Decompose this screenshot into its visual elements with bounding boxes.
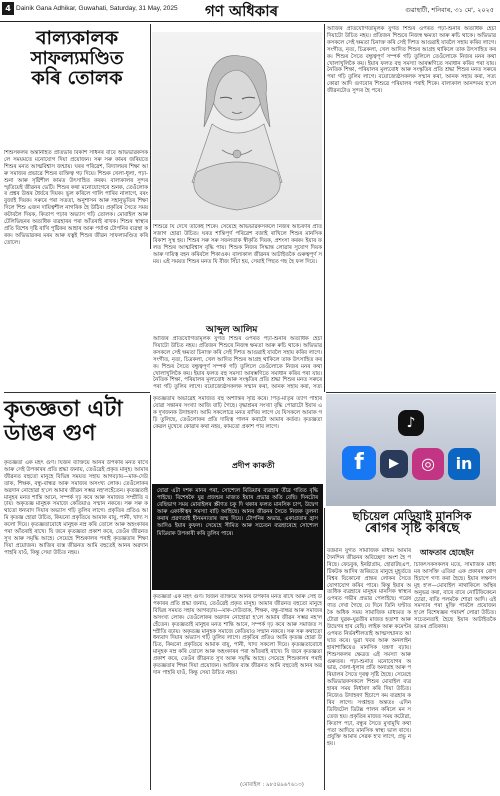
masthead xyxy=(205,0,278,25)
title-line: কৰি তোলক xyxy=(31,66,123,89)
social-media-illustration xyxy=(326,394,496,506)
facebook-icon: f xyxy=(342,446,376,480)
linkedin-icon: in xyxy=(448,448,480,480)
gratitude-title xyxy=(4,398,150,446)
page-header xyxy=(0,0,500,22)
article-body: শিশুসকলৰ অন্তৰ্নিহিত প্ৰতিভাৰ বিকাশ সাধনৰ বাবে অভিভাৱকসকলে সময়মতে মনোযোগ দিয়া প্ৰয়োজন। সৰু সৰু কামৰ জৰিয়তে শিশুৰ মনত আত্মবিশ্বাস জন্মায়। ঘৰৰ পৰিৱেশ, বিদ্যালয়ৰ শিক্ষা আৰু সমাজৰ প্ৰভাৱে শিশুৰ ব্যক্তিত্ব গঢ় দিয়ে। শিশুক খেলা-ধূলা, পঢ়া-শুনা আৰু সৃষ্টিশীল কামত উৎসাহিত কৰক। বাল্যকালৰ সুন্দৰ স্মৃতিয়েই জীৱনৰ ভেটি। শিশুৰ কথা মনোযোগেৰে শুনক, তেওঁলোকৰ প্ৰশ্নৰ উত্তৰ ধৈৰ্যৰে দিয়ক। ভুল কৰিলে গালি পাৰিব নালাগে, বৰং বুজাই দিয়ক। সৰুৰে পৰা সততা, অনুশাসন আৰু সহানুভূতিৰ শিক্ষা দিলে শিশু এজন দায়িত্বশীল নাগৰিক হৈ উঠিব। প্ৰকৃতিৰ সৈতে সময় কটাবলৈ দিয়ক, কিতাপ পঢ়াৰ অভ্যাস গঢ়ি তোলক। মোবাইল আৰু টেলিভিছনৰ অত্যধিক ব্যৱহাৰৰ পৰা আঁতৰাই ৰাখক। শিশুৰ স্বাস্থ্যৰ প্ৰতি বিশেষ দৃষ্টি ৰাখি পুষ্টিকৰ আহাৰ আৰু পৰ্যাপ্ত টোপনিৰ ব্যৱস্থা কৰক। অভিভাৱকৰ মৰম আৰু যত্নই শিশুৰ জীৱন সাফল্যমণ্ডিত কৰি তোলে। xyxy=(4,150,148,246)
article-body-continued: আজিৰ প্ৰতিযোগিতামূলক যুগত শিশুৰ ওপৰত পঢ়া-শুনাৰ অত্যধিক হেঁচা দিয়াটো উচিত নহয়। প্ৰতিজন শিশুৰে নিজস্ব ক্ষমতা আৰু ৰুচি থাকে। অভিভাৱকসকলে সেই ক্ষমতা চিনাক্ত কৰি সেই দিশত আগুৱাই যাবলৈ সহায় কৰিব লাগে। সংগীত, নৃত্য, চিত্ৰকলা, খেল আদিত শিশুৰ আগ্ৰহ থাকিলে তাক উৎসাহিত কৰক। শিশুৰ সৈতে বন্ধুত্বপূৰ্ণ সম্পৰ্ক গঢ়ি তুলিলে তেওঁলোকে নিজৰ মনৰ কথা খোলাখুলিকৈ কয়। ইয়াৰ ফলত বহু সমস্যা আৰম্ভণিতে সমাধান কৰিব পৰা যায়। নৈতিক শিক্ষা, পৰিয়ালৰ মূল্যবোধ আৰু সংস্কৃতিৰ প্ৰতি শ্ৰদ্ধা শিশুৰ মনত সৰুৰে পৰা গঢ়ি তুলিব লাগে। বয়োজ্যেষ্ঠসকলক সন্মান কৰা, আনক সহায় কৰা, সত্য xyxy=(153,336,322,390)
article-body-right: আজিৰ প্ৰতিযোগিতামূলক যুগত শিশুৰ ওপৰত পঢ়া-শুনাৰ অত্যধিক হেঁচা দিয়াটো উচিত নহয়। প্ৰতিজন শিশুৰে নিজস্ব ক্ষমতা আৰু ৰুচি থাকে। অভিভাৱকসকলে সেই ক্ষমতা চিনাক্ত কৰি সেই দিশত আগুৱাই যাবলৈ সহায় কৰিব লাগে। সংগীত, নৃত্য, চিত্ৰকলা, খেল আদিত শিশুৰ আগ্ৰহ থাকিলে তাক উৎসাহিত কৰক। শিশুৰ সৈতে বন্ধুত্বপূৰ্ণ সম্পৰ্ক গঢ়ি তুলিলে তেওঁলোকে নিজৰ মনৰ কথা খোলাখুলিকৈ কয়। ইয়াৰ ফলত বহু সমস্যা আৰম্ভণিতে সমাধান কৰিব পৰা যায়। নৈতিক শিক্ষা, পৰিয়ালৰ মূল্যবোধ আৰু সংস্কৃতিৰ প্ৰতি শ্ৰদ্ধা শিশুৰ মনত সৰুৰে পৰা গঢ়ি তুলিব লাগে। বয়োজ্যেষ্ঠসকলক সন্মান কৰা, আনক সহায় কৰা, সত্য কোৱা আদি গুণবোৰ শিশুৱে পৰিয়ালৰ পৰাই শিকে। বাল্যকাল আনন্দময় হ'লে জীৱনটোও সুন্দৰ হৈ পৰে। xyxy=(327,26,496,95)
title-line: ডাঙৰ গুণ xyxy=(4,420,96,446)
tiktok-icon: ♪ xyxy=(398,410,424,436)
title-line: বাল্যকালক xyxy=(35,27,118,49)
article-body-continued: শিশুৱে যি দেখে তাকেই শিকে। সেয়েহে অভিভাৱকসকলে নিজৰ আচৰণৰ প্ৰতি সজাগ হোৱা উচিত। ঘৰত শান্তিপূৰ্ণ পৰিৱেশ বজাই ৰাখিলে শিশুৰ মানসিক বিকাশ সুস্থ হয়। শিশুৰ সৰু সৰু সফলতাক স্বীকৃতি দিয়ক, প্ৰশংসা কৰক। ইয়াৰ ফলত শিশুৰ আত্মবিশ্বাস বৃদ্ধি পায়। শিশুক নিজৰ সিদ্ধান্ত লোৱাৰ সুযোগ দিয়ক আৰু দায়িত্ব বহন কৰিবলৈ শিকাওক। বাল্যকাল জীৱনৰ আটাইতকৈ গুৰুত্বপূৰ্ণ সময়। এই সময়ত শিশুৰ মনত যি বীজ সিঁচা হয়, সেয়াই পিছত গছ হৈ ফল দিয়ে। xyxy=(153,224,322,265)
column-divider xyxy=(324,24,325,392)
bangla-date: গুৱাহাটী, শনিবাৰ, ৩১ মে', ২০২৫ xyxy=(405,6,494,14)
gratitude-body: কৃতজ্ঞতা এক মহৎ গুণ। যিজন ব্যক্তিয়ে আনৰ উপকাৰ মনত ৰাখে আৰু সেই উপকাৰৰ প্ৰতি শ্ৰদ্ধা জনায়, তেওঁৱেই প্ৰকৃত মানুহ। আমাৰ জীৱনত বহুতো মানুহে বিভিন্ন সময়ত সহায় আগবঢ়ায়—মাক-দেউতাক, শিক্ষক, বন্ধু-বান্ধৱ আৰু সমাজৰ অসংখ্য লোক। তেওঁলোকৰ অৱদান নোহোৱা হ'লে আমাৰ জীৱন সম্ভৱ নহ'লহেঁতেন। কৃতজ্ঞতাই মানুহৰ মনত শান্তি আনে, সম্পৰ্ক দৃঢ় কৰে আৰু সমাজত সম্প্ৰীতি বঢ়ায়। অকৃতজ্ঞ মানুহক সমাজে কেতিয়াও সন্মান নকৰে। সৰু সৰু কথাতো ধন্যবাদ দিয়াৰ অভ্যাস গঢ়ি তুলিব লাগে। প্ৰকৃতিৰ প্ৰতিও আমি কৃতজ্ঞ হোৱা উচিত, কিয়নো প্ৰকৃতিয়ে আমাক বায়ু, পানী, খাদ্য সকলো দিয়ে। কৃতজ্ঞতাবোধে মানুহক নম্ৰ কৰি তোলে আৰু অহংকাৰৰ পৰা আঁতৰাই ৰাখে। যি জনে কৃতজ্ঞতা প্ৰকাশ কৰে, তেওঁৰ জীৱনত সুখ আৰু সমৃদ্ধি আহে। সেয়েহে শিশুকালৰ পৰাই কৃতজ্ঞতাৰ শিক্ষা দিয়া প্ৰয়োজন। আজিৰ ব্যস্ত জীৱনত আমি বহুতেই আনৰ অৱদান পাহৰি যাওঁ, কিন্তু সেয়া উচিত নহয়। xyxy=(4,460,148,556)
sketch-drawing xyxy=(152,32,322,220)
girl-sketch-illustration xyxy=(152,32,322,220)
youtube-icon: ▶ xyxy=(380,450,408,478)
section-divider xyxy=(4,392,150,393)
column-divider xyxy=(324,508,325,790)
section-divider xyxy=(326,392,496,393)
social-title xyxy=(328,510,496,536)
title-line: কৃতজ্ঞতা এটা xyxy=(4,397,123,422)
author-byline: আব্দুল আলিম xyxy=(206,325,258,335)
column-divider xyxy=(150,395,151,790)
highlight-box: যোৱা এটা দশক মানৰ পৰা, সোশ্যেল মিডিয়াৰ ব্যৱহাৰ তীব্ৰ গতিত বৃদ্ধি পাইছে। বিশেষকৈ যুৱ প্ৰজন্মৰ মাজত ইয়াৰ প্ৰভাৱ অতি বেছি। দিনটোৰ বেছিভাগ সময় মোবাইলৰ স্ক্ৰীণত চকু দি থকাৰ ফলত মানসিক চাপ, উদ্বেগ আৰু একাকীত্বৰ সমস্যা বাঢ়ি আহিছে। আনৰ জীৱনৰ সৈতে নিজক তুলনা কৰাৰ প্ৰৱণতাই হীনমন্যতাৰ জন্ম দিয়ে। টোপনিৰ অভাৱ, একাগ্ৰতাৰ হ্ৰাস আদিও ইয়াৰ কুফল। সেয়েহে সীমিত আৰু সচেতন ব্যৱহাৰেহে সোশ্যেল মিডিয়াক উপকাৰী কৰি তুলিব পাৰে। xyxy=(152,484,323,590)
article-title xyxy=(4,28,150,88)
social-body-continued: চিকিৎসকসকলৰ মতে, সামাজিক মাধ্যমৰ আসক্তি এতিয়া এক প্ৰকাৰৰ ৰোগ হিচাপে গণ্য কৰা হৈছে। ইয়াৰ লক্ষণসমূহ হ'ল—মোবাইল নাথাকিলে অস্থিৰ অনুভৱ কৰা, বাৰে বাৰে নোটিফিকেচন চোৱা, ৰাতি পলমকৈ শোৱা আদি। এই সমস্যাৰ পৰা মুক্তি পাবলৈ প্ৰয়োজন হ'লে বিশেষজ্ঞৰ পৰামৰ্শ লোৱা উচিত। সচেতনতাই হৈছে ইয়াৰ আটাইতকৈ ডাঙৰ প্ৰতিকাৰ। xyxy=(414,562,496,631)
page-number: 4 xyxy=(2,2,14,15)
social-body: বৰ্তমান যুগত সামাজিক মাধ্যম আমাৰ দৈনন্দিন জীৱনৰ অবিচ্ছেদ্য অংশ হৈ পৰিছে। ফেচবুক, ইনষ্টাগ্ৰাম, হোৱাটছএপ, টিকটক আদিৰ জৰিয়তে মানুহে মুহূৰ্ততে বিশ্বৰ যিকোনো প্ৰান্তৰ লোকৰ সৈতে যোগাযোগ কৰিব পাৰে। কিন্তু ইয়াৰ অত্যধিক ব্যৱহাৰে মানুহৰ মানসিক স্বাস্থ্যৰ ওপৰত গভীৰ প্ৰভাৱ পেলাইছে। গৱেষণাত দেখা গৈছে যে দিনে তিনি ঘণ্টাতকৈ অধিক সময় সামাজিক মাধ্যমত কটোৱা যুৱক-যুৱতীৰ মাজত হতাশা আৰু উদ্বেগৰ হাৰ বেছি। লাইক আৰু কমেণ্টৰ ওপৰত নিৰ্ভৰশীলতাই আত্মসন্মানত আঘাত কৰে। ভুৱা খবৰ আৰু অনলাইন হাৰাশাস্তিয়েও মানসিক যন্ত্ৰণা বঢ়ায়। শিশুসকলৰ ক্ষেত্ৰত এই সমস্যা আৰু গুৰুতৰ। পঢ়া-শুনাত মনোযোগৰ অভাৱ, খেলা-ধূলাৰ প্ৰতি অনাগ্ৰহ আৰু পৰিয়ালৰ সৈতে দূৰত্ব সৃষ্টি হৈছে। সেয়েহে অভিভাৱকসকলে শিশুৰ মোবাইল ব্যৱহাৰৰ সময় নিৰ্ধাৰণ কৰি দিয়া উচিত। নিজেও উদাহৰণ হিচাপে কম ব্যৱহাৰ কৰিব লাগে। সপ্তাহত অন্ততঃ এদিন ডিজিটেল ডিটক্স পালন কৰিলে মন সতেজ হয়। প্ৰকৃতিৰ মাজত সময় কটোৱা, কিতাপ পঢ়া, বন্ধুৰ সৈতে মুখামুখি কথা পতা আদিয়ে মানসিক স্বাস্থ্য ভাল ৰাখে। প্ৰযুক্তি আমাৰ সেৱক হ'ব লাগে, প্ৰভু নহয়। xyxy=(327,548,411,748)
masthead-text: গণ অধিকাৰ xyxy=(205,2,279,20)
gratitude-body-continued: কৃতজ্ঞতাৰ অভাৱেই সমাজত বহু অশান্তিৰ সৃষ্টি কৰে। পিতৃ-মাতৃৰ ত্যাগ পাহৰি যোৱা সন্তানৰ সংখ্যা আজি বাঢ়ি গৈছে। বৃদ্ধাশ্ৰমৰ সংখ্যা বৃদ্ধি পোৱাটো ইয়াৰ এক দুখজনক উদাহৰণ। আমি সকলোৱে মনত ৰাখিব লাগে যে যিসকলে আমাক গঢ়ি তুলিছে, তেওঁলোকৰ প্ৰতি দায়িত্ব পালন কৰাটো আমাৰ কৰ্তব্য। কৃতজ্ঞতা কেৱল মুখেৰে কোৱাৰ কথা নহয়, কামতো প্ৰকাশ পাব লাগে। xyxy=(153,396,322,430)
dateline: Dainik Gana Adhikar, Guwahati, Saturday, 31 May, 2025 xyxy=(16,5,178,12)
title-line: ছচিয়েল মেডিয়াই মানসিক xyxy=(352,509,472,523)
author-byline: আফতাব হোছেইন xyxy=(420,548,474,557)
author-byline: প্ৰদীপ কাকতী xyxy=(232,461,275,470)
gratitude-body-continued: কৃতজ্ঞতা এক মহৎ গুণ। যিজন ব্যক্তিয়ে আনৰ উপকাৰ মনত ৰাখে আৰু সেই উপকাৰৰ প্ৰতি শ্ৰদ্ধা জনায়, তেওঁৱেই প্ৰকৃত মানুহ। আমাৰ জীৱনত বহুতো মানুহে বিভিন্ন সময়ত সহায় আগবঢ়ায়—মাক-দেউতাক, শিক্ষক, বন্ধু-বান্ধৱ আৰু সমাজৰ অসংখ্য লোক। তেওঁলোকৰ অৱদান নোহোৱা হ'লে আমাৰ জীৱন সম্ভৱ নহ'লহেঁতেন। কৃতজ্ঞতাই মানুহৰ মনত শান্তি আনে, সম্পৰ্ক দৃঢ় কৰে আৰু সমাজত সম্প্ৰীতি বঢ়ায়। অকৃতজ্ঞ মানুহক সমাজে কেতিয়াও সন্মান নকৰে। সৰু সৰু কথাতো ধন্যবাদ দিয়াৰ অভ্যাস গঢ়ি তুলিব লাগে। প্ৰকৃতিৰ প্ৰতিও আমি কৃতজ্ঞ হোৱা উচিত, কিয়নো প্ৰকৃতিয়ে আমাক বায়ু, পানী, খাদ্য সকলো দিয়ে। কৃতজ্ঞতাবোধে মানুহক নম্ৰ কৰি তোলে আৰু অহংকাৰৰ পৰা আঁতৰাই ৰাখে। যি জনে কৃতজ্ঞতা প্ৰকাশ কৰে, তেওঁৰ জীৱনত সুখ আৰু সমৃদ্ধি আহে। সেয়েহে শিশুকালৰ পৰাই কৃতজ্ঞতাৰ শিক্ষা দিয়া প্ৰয়োজন। আজিৰ ব্যস্ত জীৱনত আমি বহুতেই আনৰ অৱদান পাহৰি যাওঁ, কিন্তু সেয়া উচিত নহয়। xyxy=(153,594,322,676)
contact-tag: (মোবাইল : ৯৮৫৪৯৬৭৬১৩) xyxy=(240,782,304,788)
title-line: সাফল্যমণ্ডিত xyxy=(30,47,124,69)
title-line: ৰোগৰ সৃষ্টি কৰিছে xyxy=(364,521,460,537)
instagram-icon: ◎ xyxy=(412,448,444,480)
column-divider xyxy=(150,24,151,249)
